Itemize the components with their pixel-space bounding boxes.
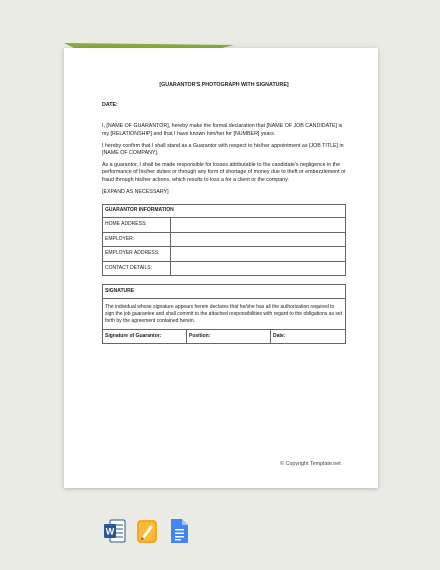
signature-declaration: The individual whose signature appears herein declares that he/she has all the authorization required to sign the job guarantee and shall commit to the attached responsibilities with regard to the obligations as set forth by the agreement contained herein. xyxy=(103,299,346,330)
table-row xyxy=(103,261,346,276)
position-field[interactable]: Position: xyxy=(187,330,271,344)
document-body xyxy=(102,82,346,344)
signature-table xyxy=(102,284,346,344)
date-label: DATE: xyxy=(102,102,118,109)
paragraph-confirmation: I hereby confirm that I shall stand as a Guarantor with respect to his/her appointment as [JOB TITLE] in [NAME OF COMPANY]. xyxy=(102,142,344,157)
employer-field[interactable] xyxy=(171,232,346,247)
table-row xyxy=(103,247,346,262)
signature-header: SIGNATURE xyxy=(103,285,346,299)
pages-icon[interactable] xyxy=(136,517,158,545)
paragraph-responsibility: As a guarantor, I shall be made responsible for losses attributable to the candidate's negligence in the performance of his/her duties or through any form of shortage of money due to theft or embezzlement or fraud through his/her actions, which results to loss a for a client or the company. xyxy=(102,162,346,183)
paragraph-declaration: I, [NAME OF GUARANTOR], hereby make the formal declaration that [NAME OF JOB CANDIDATE] is my [RELATIONSHIP] and that I have known him/her for [NUMBER] years. xyxy=(102,123,343,137)
contact-details-field[interactable] xyxy=(171,261,346,276)
date-field[interactable]: Date: xyxy=(271,330,346,344)
home-address-label: HOME ADDRESS: xyxy=(103,218,171,233)
employer-address-field[interactable] xyxy=(171,247,346,262)
google-docs-icon[interactable] xyxy=(168,517,190,545)
home-address-field[interactable] xyxy=(171,218,346,233)
word-icon[interactable] xyxy=(104,517,126,545)
document-title: [GUARANTOR'S PHOTOGRAPH WITH SIGNATURE] xyxy=(159,82,289,88)
employer-label: EMPLOYER: xyxy=(103,232,171,247)
table-row xyxy=(103,232,346,247)
svg-text:W: W xyxy=(105,526,115,537)
table-row xyxy=(103,218,346,233)
guarantor-info-table xyxy=(102,204,346,276)
guarantor-info-header: GUARANTOR INFORMATION xyxy=(103,205,346,218)
app-icons xyxy=(104,517,190,545)
document-page xyxy=(64,48,378,488)
expand-note: [EXPAND AS NECESSARY] xyxy=(102,188,169,195)
employer-address-label: EMPLOYER ADDRESS: xyxy=(103,247,171,262)
copyright-text: © Copyright Template.net xyxy=(280,461,341,467)
signature-of-guarantor-field[interactable]: Signature of Guarantor: xyxy=(103,330,187,344)
contact-details-label: CONTACT DETAILS: xyxy=(103,261,171,276)
